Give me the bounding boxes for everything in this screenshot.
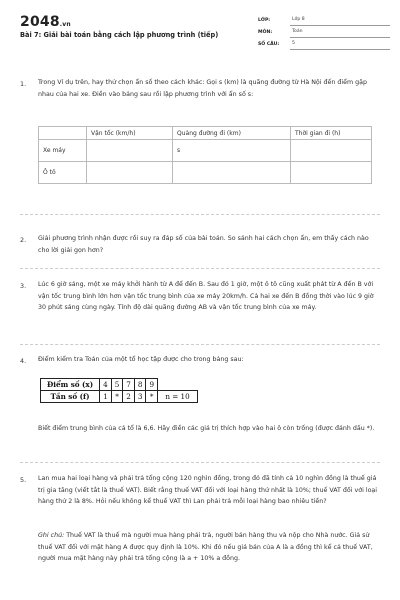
score-cell: 4 <box>100 379 112 391</box>
row-label: Điểm số (x) <box>41 379 100 391</box>
note-label: Ghi chú: <box>38 532 65 539</box>
table-row <box>39 162 372 184</box>
meta-label: MÔN: <box>258 29 273 35</box>
table-cell <box>39 127 87 140</box>
lesson-title: Bài 7: Giải bài toán bằng cách lập phương trình (tiếp) <box>20 31 219 39</box>
question-number: 1. <box>20 80 27 88</box>
table-header-cell: Vận tốc (km/h) <box>87 127 173 140</box>
frequency-cell: 2 <box>123 391 135 403</box>
question-text: Lan mua hai loại hàng và phải trả tổng cộng 120 nghìn đồng, trong đó đã tính cả 10 nghìn đồng là thuế giá trị gia tăng (viết tắt là thuế VAT). Biết rằng thuế VAT đối với loại hàng thứ nhất là 10%; thuế VAT đối với loại hàng thứ 2 là 8%. Hỏi nếu không kể thuế VAT thì Lan phải trả mỗi loại hàng bao nhiêu tiền? <box>38 475 378 505</box>
question-number: 3. <box>20 282 27 290</box>
question-text: Trong Ví dụ trên, hay thử chọn ẩn số theo cách khác: Gọi s (km) là quãng đường từ Hà Nội đến điểm gặp nhau của hai xe. Điền vào bảng sau rồi lập phương trình với ẩn số s: <box>38 79 367 98</box>
meta-row-count <box>258 38 390 50</box>
meta-value: 5 <box>290 38 390 50</box>
table-header-cell: Thời gian đi (h) <box>291 127 372 140</box>
divider <box>20 268 380 269</box>
table-row <box>39 140 372 162</box>
divider <box>20 462 380 463</box>
score-cell: 5 <box>111 379 123 391</box>
question-number: 4. <box>20 357 27 365</box>
question-number: 2. <box>20 236 27 244</box>
meta-value: Toán <box>290 26 390 38</box>
table-header-row <box>39 127 372 140</box>
frequency-cell: 3 <box>134 391 146 403</box>
meta-label: LỚP: <box>258 17 271 23</box>
question-text: Lúc 6 giờ sáng, một xe máy khởi hành từ A để đến B. Sau đó 1 giờ, một ô tô cũng xuất phát từ A đến B với vận tốc trung bình lớn hơn vận tốc trung bình của xe máy 20km/h. Cả hai xe đến B đồng thời vào lúc 9 giờ 30 phút sáng cùng ngày. Tính độ dài quãng đường AB và vận tốc trung bình của xe máy. <box>38 281 374 311</box>
speed-distance-table <box>38 126 372 184</box>
table-input-cell[interactable] <box>87 140 173 162</box>
header <box>20 14 390 54</box>
empty-cell <box>158 379 198 391</box>
table-header-cell: Quảng đường đi (km) <box>173 127 291 140</box>
site-logo[interactable] <box>20 14 71 30</box>
score-frequency-table <box>40 378 198 403</box>
logo-text: 2048 <box>20 14 60 30</box>
meta-row-class <box>258 14 390 26</box>
table-input-cell[interactable] <box>291 140 372 162</box>
score-cell: 7 <box>123 379 135 391</box>
score-cell: 8 <box>134 379 146 391</box>
frequency-row <box>41 391 198 403</box>
table-input-cell[interactable] <box>87 162 173 184</box>
table-input-cell[interactable] <box>291 162 372 184</box>
table-input-cell[interactable]: s <box>173 140 291 162</box>
table-cell: Xe máy <box>39 140 87 162</box>
score-row <box>41 379 198 391</box>
table-input-cell[interactable] <box>173 162 291 184</box>
question-number: 5. <box>20 476 27 484</box>
meta-block <box>258 14 390 50</box>
question-4-followup: Biết điểm trung bình của cả tổ là 6,6. Hãy điền các giá trị thích hợp vào hai ô còn trống (được đánh dấu *). <box>38 425 375 432</box>
logo-suffix: .vn <box>59 21 71 28</box>
meta-value: Lớp 8 <box>290 14 390 26</box>
question-text: Giải phương trình nhận được rồi suy ra đáp số của bài toán. So sánh hai cách chọn ẩn, em thấy cách nào cho lời giải gọn hơn? <box>38 235 369 254</box>
question-text: Điểm kiểm tra Toán của một tổ học tập được cho trong bảng sau: <box>38 356 244 363</box>
meta-label: SỐ CÂU: <box>258 41 280 47</box>
frequency-blank-cell[interactable]: * <box>146 391 158 403</box>
question-5-note <box>38 530 378 565</box>
table-cell: Ô tô <box>39 162 87 184</box>
divider <box>20 344 380 345</box>
frequency-blank-cell[interactable]: * <box>111 391 123 403</box>
note-text: Thuế VAT là thuế mà người mua hàng phải trả, người bán hàng thu và nộp cho Nhà nước. Giả sử thuế VAT đối với mặt hàng A được quy định là 10%. Khi đó nếu giá bán của A là a đồng thì kể cả thuế VAT, người mua mặt hàng này phải trả tổng cộng là a + 10% a đồng. <box>38 532 373 562</box>
score-cell: 9 <box>146 379 158 391</box>
meta-row-subject <box>258 26 390 38</box>
total-cell: n = 10 <box>158 391 198 403</box>
frequency-cell: 1 <box>100 391 112 403</box>
row-label: Tần số (f) <box>41 391 100 403</box>
divider <box>20 214 380 215</box>
